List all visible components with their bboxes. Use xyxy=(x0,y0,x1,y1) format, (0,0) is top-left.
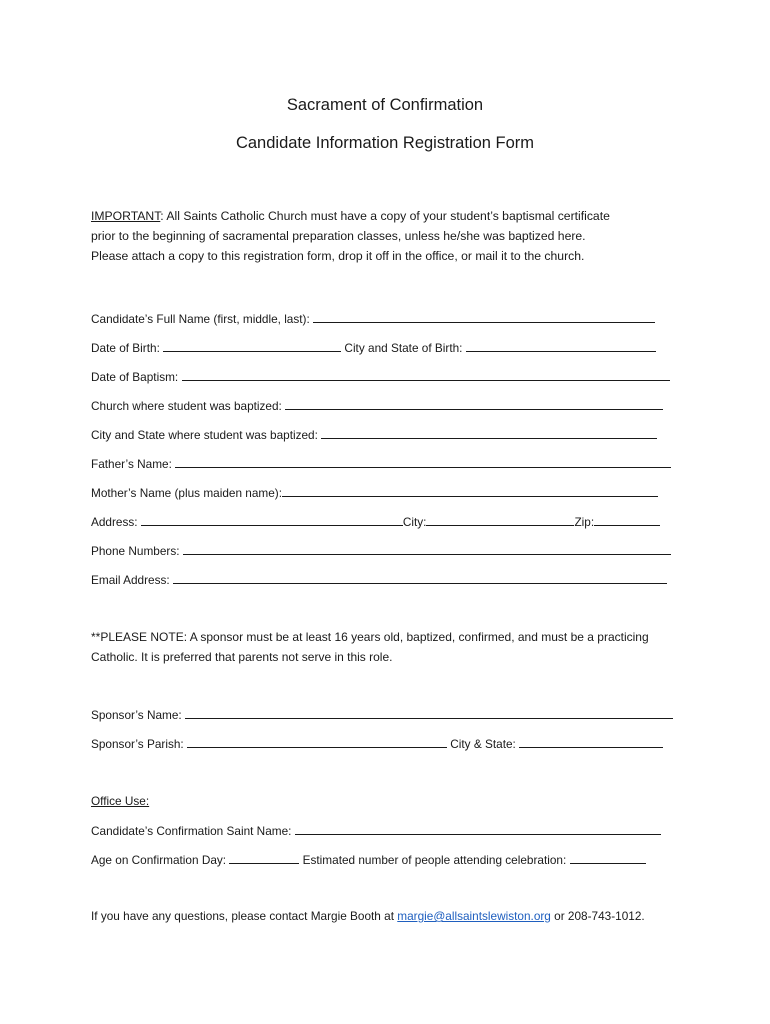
dob-label: Date of Birth: xyxy=(91,341,160,355)
form-title: Sacrament of Confirmation xyxy=(286,96,484,114)
age-label: Age on Confirmation Day: xyxy=(91,853,227,867)
sponsor-name-row xyxy=(91,706,673,722)
baptism-date-row xyxy=(91,368,670,384)
important-notice xyxy=(91,206,691,266)
full-name-label: Candidate’s Full Name (first, middle, last): xyxy=(91,312,310,326)
office-use-heading: Office Use: xyxy=(91,794,150,808)
zip-label: Zip: xyxy=(574,515,595,529)
father-label: Father’s Name: xyxy=(91,457,172,471)
email-label: Email Address: xyxy=(91,573,170,587)
sponsor-parish-label: Sponsor’s Parish: xyxy=(91,737,184,751)
phone-row xyxy=(91,542,671,558)
father-field[interactable] xyxy=(175,455,671,468)
baptism-date-field[interactable] xyxy=(182,368,670,381)
baptism-church-label: Church where student was baptized: xyxy=(91,399,282,413)
baptism-church-row xyxy=(91,397,663,413)
father-row xyxy=(91,455,671,471)
sponsor-name-label: Sponsor’s Name: xyxy=(91,708,182,722)
form-subtitle: Candidate Information Registration Form xyxy=(235,134,535,152)
contact-row xyxy=(91,908,645,924)
mother-label: Mother’s Name (plus maiden name): xyxy=(91,486,283,500)
age-row xyxy=(91,851,646,867)
email-field[interactable] xyxy=(173,571,667,584)
birth-place-field[interactable] xyxy=(466,339,656,352)
mother-row xyxy=(91,484,658,500)
saint-row xyxy=(91,822,661,838)
full-name-field[interactable] xyxy=(313,310,655,323)
phone-field[interactable] xyxy=(183,542,671,555)
estimate-field[interactable] xyxy=(570,851,646,864)
baptism-church-field[interactable] xyxy=(285,397,663,410)
sponsor-parish-field[interactable] xyxy=(187,735,447,748)
saint-field[interactable] xyxy=(295,822,661,835)
sponsor-parish-row xyxy=(91,735,663,751)
office-heading-row xyxy=(91,793,149,809)
phone-label: Phone Numbers: xyxy=(91,544,180,558)
sponsor-note-line-2: Catholic. It is preferred that parents not serve in this role. xyxy=(91,650,393,664)
important-label: IMPORTANT xyxy=(91,209,161,223)
mother-field[interactable] xyxy=(282,484,658,497)
sponsor-city-field[interactable] xyxy=(519,735,663,748)
address-field[interactable] xyxy=(141,513,403,526)
estimate-label: Estimated number of people attending celebration: xyxy=(302,853,567,867)
full-name-row xyxy=(91,310,655,326)
sponsor-note-line-1: **PLEASE NOTE: A sponsor must be at least 16 years old, baptized, confirmed, and must be a practicing xyxy=(91,630,649,644)
city-label: City: xyxy=(402,515,427,529)
contact-suffix: or 208-743-1012. xyxy=(550,909,645,923)
address-label: Address: xyxy=(91,515,138,529)
sponsor-name-field[interactable] xyxy=(185,706,673,719)
birth-place-label: City and State of Birth: xyxy=(344,341,463,355)
baptism-city-label: City and State where student was baptized: xyxy=(91,428,318,442)
address-row xyxy=(91,513,660,529)
baptism-city-field[interactable] xyxy=(321,426,657,439)
sponsor-note xyxy=(91,627,691,667)
age-field[interactable] xyxy=(229,851,299,864)
saint-label: Candidate’s Confirmation Saint Name: xyxy=(91,824,292,838)
contact-prefix: If you have any questions, please contact Margie Booth at xyxy=(91,909,398,923)
contact-email-link[interactable]: margie@allsaintslewiston.org xyxy=(397,909,551,923)
sponsor-city-label: City & State: xyxy=(450,737,516,751)
baptism-city-row xyxy=(91,426,657,442)
city-field[interactable] xyxy=(426,513,574,526)
important-line-3: Please attach a copy to this registration form, drop it off in the office, or mail it to the church. xyxy=(91,249,585,263)
zip-field[interactable] xyxy=(594,513,660,526)
birth-row xyxy=(91,339,656,355)
dob-field[interactable] xyxy=(163,339,341,352)
important-line-1: IMPORTANT: All Saints Catholic Church must have a copy of your student’s baptismal certificate xyxy=(91,209,610,223)
email-row xyxy=(91,571,667,587)
baptism-date-label: Date of Baptism: xyxy=(91,370,179,384)
important-line-2: prior to the beginning of sacramental preparation classes, unless he/she was baptized here. xyxy=(91,229,586,243)
